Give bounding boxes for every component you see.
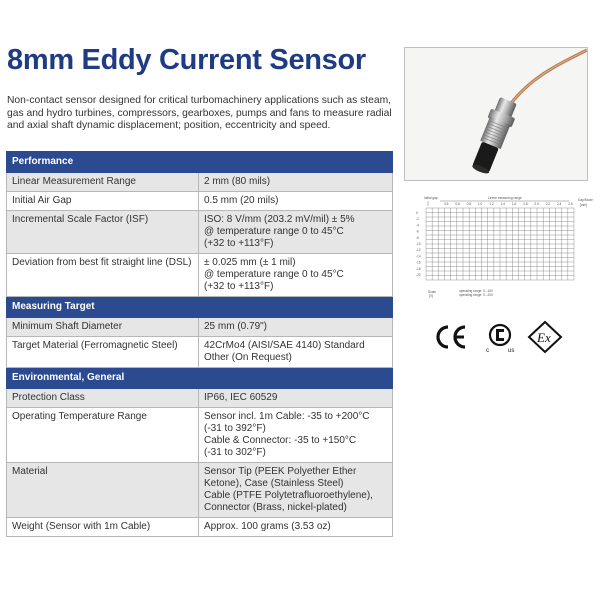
top-tick-label: 0.8: [466, 202, 472, 206]
spec-row: [7, 318, 393, 337]
top-tick-label: 1.4: [500, 202, 505, 206]
operating-range-note-1: operating range: 0...100: [459, 289, 493, 293]
top-tick-label: 2.2: [545, 202, 551, 206]
spec-label: Target Material (Ferromagnetic Steel): [7, 337, 199, 368]
top-tick-label: 2.4: [557, 202, 562, 206]
spec-label: Deviation from best fit straight line (DSL): [7, 254, 199, 297]
top-tick-label: 0.6: [455, 202, 460, 206]
left-tick-label: -6: [416, 229, 419, 234]
spec-row: [7, 192, 393, 211]
spec-value-line: @ temperature range 0 to 45°C: [204, 269, 344, 280]
spec-value: [199, 337, 393, 368]
left-tick-label: -8: [416, 235, 419, 240]
spec-value-line: ISO: 8 V/mm (203.2 mV/mil) ± 5%: [204, 214, 355, 225]
spec-label: Initial Air Gap: [7, 192, 199, 211]
left-tick-label: -2: [416, 217, 419, 222]
linear-range-label: Linear measuring range: [488, 196, 522, 200]
product-description: Non-contact sensor designed for critical turbomachinery applications such as steam, gas and hydro turbines, compressors, gearboxes, pumps and fans to measure radial and axial shaft dynamic displacement; position, eccentricity and speed.: [7, 95, 392, 132]
certification-marks: [430, 318, 580, 358]
top-tick-label: 1.2: [489, 202, 494, 206]
left-tick-label: -20: [416, 273, 421, 277]
left-tick-label: -12: [416, 248, 421, 253]
spec-label: Weight (Sensor with 1m Cable): [7, 518, 199, 537]
left-tick-label: -16: [416, 260, 421, 265]
top-tick-label: 1.6: [511, 202, 517, 206]
left-tick-label: -10: [416, 242, 421, 246]
left-tick-label: -14: [416, 254, 421, 259]
spec-value-line: Other (On Request): [204, 352, 292, 363]
left-tick-label: -4: [416, 223, 419, 228]
calibration-diagram: [404, 192, 594, 302]
spec-value-line: (+32 to +113°F): [204, 281, 274, 292]
top-tick-label: 2.5: [568, 202, 573, 206]
spec-value-line: IP66, IEC 60529: [204, 392, 278, 403]
ce-mark-icon: [438, 327, 465, 347]
section-header: [7, 297, 393, 318]
spec-value-line: @ temperature range 0 to 45°C: [204, 226, 344, 237]
gap-unit: [mm]: [580, 203, 588, 207]
spec-value-line: 2 mm (80 mils): [204, 176, 271, 187]
spec-value-line: (-31 to 302°F): [204, 447, 266, 458]
gap-label: Gap/Mode: [578, 198, 593, 202]
spec-row: [7, 518, 393, 537]
spec-label: Incremental Scale Factor (ISF): [7, 211, 199, 254]
spec-value: [199, 173, 393, 192]
spec-value-line: Sensor incl. 1m Cable: -35 to +200°C: [204, 411, 370, 422]
spec-table: [6, 151, 393, 537]
spec-row: [7, 463, 393, 518]
spec-label: Protection Class: [7, 389, 199, 408]
spec-value-line: (-31 to 392°F): [204, 423, 266, 434]
spec-row: [7, 408, 393, 463]
section-header: [7, 368, 393, 389]
spec-value: [199, 254, 393, 297]
spec-row: [7, 254, 393, 297]
section-title: Measuring Target: [7, 297, 393, 318]
spec-value: [199, 389, 393, 408]
spec-value-line: 42CrMo4 (AISI/SAE 4140) Standard: [204, 340, 365, 351]
spec-value-line: ± 0.025 mm (± 1 mil): [204, 257, 296, 268]
csa-mark-icon: [486, 325, 514, 354]
top-tick-label: 2.0: [534, 202, 539, 206]
spec-value-line: (+32 to +113°F): [204, 238, 274, 249]
spec-value: [199, 318, 393, 337]
spec-label: Linear Measurement Range: [7, 173, 199, 192]
section-title: Performance: [7, 152, 393, 173]
scale-label: Scale: [428, 290, 436, 294]
spec-value-line: Cable (PTFE Polytetrafluoroethylene),: [204, 490, 373, 501]
section-title: Environmental, General: [7, 368, 393, 389]
spec-value: [199, 211, 393, 254]
csa-us-text: us: [508, 348, 515, 354]
page-title: 8mm Eddy Current Sensor: [7, 44, 366, 76]
scale-unit: [V]: [429, 294, 433, 298]
spec-value-line: Ketone), Case (Stainless Steel): [204, 478, 344, 489]
spec-value-line: Cable & Connector: -35 to +150°C: [204, 435, 357, 446]
spec-value-line: 25 mm (0.79"): [204, 321, 268, 332]
ex-text: Ex: [537, 330, 551, 345]
spec-value-line: Connector (Brass, nickel-plated): [204, 502, 347, 513]
spec-row: [7, 211, 393, 254]
top-tick-label: 1.0: [477, 202, 483, 206]
spec-value: [199, 463, 393, 518]
spec-value: [199, 408, 393, 463]
left-tick-label: 0: [416, 211, 418, 215]
spec-value: [199, 518, 393, 537]
spec-value-line: Approx. 100 grams (3.53 oz): [204, 521, 331, 532]
spec-row: [7, 173, 393, 192]
top-tick-label: 1.8: [523, 202, 528, 206]
spec-value: [199, 192, 393, 211]
section-header: [7, 152, 393, 173]
spec-label: Material: [7, 463, 199, 518]
spec-row: [7, 337, 393, 368]
spec-label: Operating Temperature Range: [7, 408, 199, 463]
spec-value-line: 0.5 mm (20 mils): [204, 195, 279, 206]
operating-range-note-2: operating range: 0...200: [459, 293, 493, 297]
top-tick-label: 0.5: [444, 202, 449, 206]
product-photo: [404, 47, 588, 181]
atex-ex-icon: [529, 322, 561, 352]
initial-gap-label: Initial gap: [424, 196, 438, 200]
left-tick-label: -18: [416, 266, 421, 271]
spec-value-line: Sensor Tip (PEEK Polyether Ether: [204, 466, 357, 477]
spec-row: [7, 389, 393, 408]
sensor-illustration: [405, 48, 587, 180]
calibration-grid: [404, 192, 594, 302]
csa-c-text: c: [486, 348, 489, 354]
spec-label: Minimum Shaft Diameter: [7, 318, 199, 337]
